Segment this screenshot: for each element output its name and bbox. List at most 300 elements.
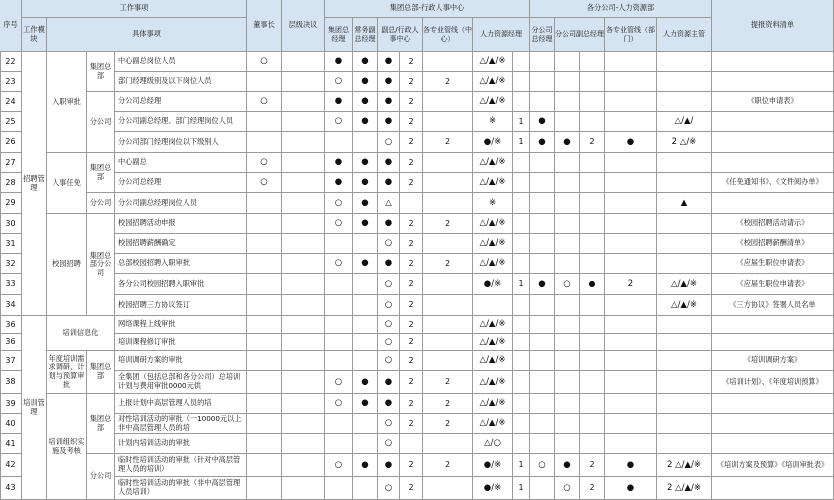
row-sub-gm [530, 153, 555, 173]
row-hq-hr: △/▲/※ [473, 72, 513, 92]
row-hq-pro [423, 351, 473, 371]
row-sub-vp [555, 52, 580, 72]
row-sub-vp-days [580, 254, 605, 274]
row-board [282, 371, 325, 394]
row-hq-gm [325, 295, 353, 316]
row-sub-pro: 2 [605, 274, 657, 295]
row-no: 32 [0, 254, 22, 274]
row-hq-gm [325, 351, 353, 371]
row-hq-hr: △/▲/※ [473, 254, 513, 274]
row-item: 总部校园招聘入职审批 [115, 254, 247, 274]
row-docs [712, 52, 834, 72]
row-board [282, 334, 325, 351]
row-sub-vp [555, 214, 580, 234]
row-no: 36 [0, 334, 22, 351]
row-sub-pro: ● [605, 477, 657, 500]
row-chair [247, 316, 282, 334]
row-board [282, 351, 325, 371]
row-sub-vp: ● [555, 132, 580, 153]
row-board [282, 173, 325, 193]
row-sub-hr-mgr: △/▲/※ [657, 295, 712, 316]
row-item: 培训调研方案的审批 [115, 351, 247, 371]
row-hq-hr: △/▲/※ [473, 234, 513, 254]
row-docs: 《培训计划》、《年度培训预算》 [712, 371, 834, 394]
header-hq-hr: 人力资源经理 [473, 18, 530, 52]
row-sub-gm [530, 72, 555, 92]
row-hq-hr: ※ [473, 112, 513, 132]
row-sub-hr-mgr [657, 52, 712, 72]
row-hq-pro [423, 234, 473, 254]
row-hq-hr-days [513, 351, 530, 371]
row-sub-gm [530, 52, 555, 72]
row-hq-vp: ● [353, 214, 378, 234]
row-sub-gm [530, 334, 555, 351]
row-sub-gm [530, 92, 555, 112]
row-sub-gm [530, 214, 555, 234]
row-hq-vp: ● [353, 153, 378, 173]
row-sub-pro [605, 254, 657, 274]
row-hq-vp [353, 132, 378, 153]
row-hq-dept: ○ [378, 351, 400, 371]
row-hq-dept-days: 2 [400, 414, 423, 434]
row-sub-gm [530, 254, 555, 274]
row-hq-hr-days [513, 92, 530, 112]
header-hq-dept: 副总/行政人事中心 [378, 18, 423, 52]
row-hq-hr: ●/※ [473, 477, 513, 500]
row-no: 22 [0, 52, 22, 72]
row-docs: 《职位申请表》 [712, 92, 834, 112]
row-sub-gm [530, 351, 555, 371]
row-hq-dept: ● [378, 153, 400, 173]
row-hq-vp: ● [353, 394, 378, 414]
header-hq-pro: 各专业管线（中心） [423, 18, 473, 52]
row-hq-hr-days [513, 434, 530, 454]
row-sub-vp-days [580, 193, 605, 214]
row-hq-dept: ● [378, 173, 400, 193]
group-onb-sub: 分公司 [87, 92, 115, 153]
row-sub-hr-mgr [657, 316, 712, 334]
row-sub-hr-mgr [657, 214, 712, 234]
row-no: 23 [0, 72, 22, 92]
row-hq-vp: ● [353, 371, 378, 394]
row-docs [712, 153, 834, 173]
row-board [282, 454, 325, 477]
row-hq-pro: 2 [423, 394, 473, 414]
header-hq-vp: 常务副总经理 [353, 18, 378, 52]
row-item: 分公司总经理 [115, 173, 247, 193]
row-hq-dept: ○ [378, 295, 400, 316]
row-hq-hr-days [513, 334, 530, 351]
row-no: 38 [0, 371, 22, 394]
row-no: 31 [0, 234, 22, 254]
row-hq-hr [473, 295, 513, 316]
row-hq-hr-days [513, 214, 530, 234]
row-chair [247, 214, 282, 234]
row-item: 部门经理级别及以下岗位人员 [115, 72, 247, 92]
header-sub-pro: 各专业管线（部门） [605, 18, 657, 52]
row-board [282, 132, 325, 153]
group-training-exec: 培训组织实施及考核 [47, 394, 87, 500]
row-sub-vp [555, 254, 580, 274]
row-hq-dept-days: 2 [400, 334, 423, 351]
row-docs: 《应届生职位申请表》 [712, 274, 834, 295]
group-training-mgmt: 培训管理 [22, 316, 47, 500]
row-hq-hr-days: 1 [513, 477, 530, 500]
row-hq-dept: ○ [378, 334, 400, 351]
group-onb-hq: 集团总部 [87, 52, 115, 92]
row-hq-dept: ● [378, 52, 400, 72]
row-hq-dept: ○ [378, 274, 400, 295]
row-sub-vp-days [580, 214, 605, 234]
row-hq-gm: ○ [325, 454, 353, 477]
row-hq-vp [353, 414, 378, 434]
row-hq-hr: ●/※ [473, 274, 513, 295]
group-appoint: 人事任免 [47, 153, 87, 214]
row-hq-hr-days [513, 394, 530, 414]
row-no: 24 [0, 92, 22, 112]
row-hq-dept: ● [378, 92, 400, 112]
row-sub-vp-days [580, 351, 605, 371]
row-hq-hr: △/▲/※ [473, 92, 513, 112]
row-hq-gm: ● [325, 52, 353, 72]
row-sub-gm: ● [530, 112, 555, 132]
row-no: 40 [0, 414, 22, 434]
row-hq-vp: ● [353, 72, 378, 92]
row-hq-hr-days [513, 371, 530, 394]
row-sub-vp-days [580, 153, 605, 173]
row-hq-dept-days: 2 [400, 477, 423, 500]
row-sub-gm [530, 477, 555, 500]
row-sub-hr-mgr [657, 394, 712, 414]
group-recruit-mgmt: 招聘管理 [22, 52, 47, 316]
row-hq-dept: ○ [378, 132, 400, 153]
row-no: 37 [0, 351, 22, 371]
row-hq-vp [353, 316, 378, 334]
row-board [282, 434, 325, 454]
row-sub-vp-days [580, 334, 605, 351]
row-hq-dept: ○ [378, 234, 400, 254]
row-board [282, 394, 325, 414]
row-hq-hr-days [513, 234, 530, 254]
row-sub-vp-days [580, 316, 605, 334]
row-item: 上报计划中高层管理人员的培 [115, 394, 247, 414]
row-chair: ○ [247, 92, 282, 112]
row-hq-pro [423, 334, 473, 351]
row-hq-pro: 2 [423, 454, 473, 477]
row-sub-gm [530, 193, 555, 214]
header-category: 工作模块 [22, 18, 47, 52]
row-docs [712, 394, 834, 414]
row-sub-vp: ○ [555, 274, 580, 295]
row-sub-vp-days [580, 434, 605, 454]
row-sub-vp-days [580, 234, 605, 254]
row-sub-gm: ○ [530, 454, 555, 477]
row-sub-vp [555, 173, 580, 193]
row-item: 分公司副总经理、部门经理岗位人员 [115, 112, 247, 132]
row-docs [712, 193, 834, 214]
row-sub-hr-mgr [657, 153, 712, 173]
group-plan-hq: 集团总部 [87, 351, 115, 394]
row-docs: 《应届生职位申请表》 [712, 254, 834, 274]
row-docs: 《培训方案及预算》《培训审批表》 [712, 454, 834, 477]
row-hq-vp: ● [353, 92, 378, 112]
row-hq-vp [353, 434, 378, 454]
group-exec-hq: 集团总部 [87, 394, 115, 454]
row-hq-pro [423, 153, 473, 173]
row-sub-pro [605, 72, 657, 92]
row-sub-gm [530, 434, 555, 454]
row-no: 42 [0, 454, 22, 477]
header-sub-vp: 分公司副总经理 [555, 18, 605, 52]
row-hq-hr-days [513, 72, 530, 92]
row-hq-dept: ○ [378, 434, 400, 454]
row-hq-pro [423, 92, 473, 112]
row-hq-vp [353, 477, 378, 500]
row-hq-gm [325, 316, 353, 334]
row-item: 中心副总岗位人员 [115, 52, 247, 72]
row-no: 33 [0, 274, 22, 295]
row-hq-vp [353, 234, 378, 254]
row-sub-vp [555, 414, 580, 434]
row-sub-vp-days [580, 173, 605, 193]
row-hq-dept-days: 2 [400, 454, 423, 477]
row-sub-vp: ○ [555, 477, 580, 500]
row-hq-vp: ● [353, 454, 378, 477]
row-hq-hr: △/▲/※ [473, 316, 513, 334]
header-sub-gm: 分公司总经理 [530, 18, 555, 52]
row-chair [247, 112, 282, 132]
row-item: 校园招聘活动申报 [115, 214, 247, 234]
row-hq-dept-days: 2 [400, 153, 423, 173]
row-no: 27 [0, 153, 22, 173]
row-sub-gm [530, 394, 555, 414]
row-sub-pro [605, 153, 657, 173]
row-item: 临时性培训活动的审批（非中高层管理人员培训） [115, 477, 247, 500]
row-hq-dept-days: 2 [400, 254, 423, 274]
row-hq-gm: ○ [325, 371, 353, 394]
row-sub-pro [605, 394, 657, 414]
row-board [282, 112, 325, 132]
row-hq-hr-days: 1 [513, 112, 530, 132]
row-board [282, 214, 325, 234]
row-hq-pro [423, 112, 473, 132]
row-item: 各分公司校园招聘入职审批 [115, 274, 247, 295]
row-no: 29 [0, 193, 22, 214]
row-hq-hr: △/▲/※ [473, 52, 513, 72]
row-sub-vp [555, 112, 580, 132]
row-sub-vp [555, 72, 580, 92]
row-hq-dept: ● [378, 454, 400, 477]
row-hq-dept: △ [378, 193, 400, 214]
row-sub-vp [555, 92, 580, 112]
row-sub-vp [555, 351, 580, 371]
row-hq-hr: △/▲/※ [473, 371, 513, 394]
row-chair [247, 72, 282, 92]
row-chair [247, 351, 282, 371]
row-hq-hr: △/▲/※ [473, 394, 513, 414]
header-board: 层级决议 [282, 0, 325, 52]
row-hq-gm [325, 477, 353, 500]
row-board [282, 153, 325, 173]
row-hq-hr-days [513, 316, 530, 334]
row-sub-hr-mgr [657, 371, 712, 394]
header-work-items: 工作事项 [22, 0, 247, 18]
row-hq-dept-days: 2 [400, 132, 423, 153]
row-hq-hr-days [513, 173, 530, 193]
row-hq-hr: △/▲/※ [473, 214, 513, 234]
group-campus: 校园招聘 [47, 214, 87, 316]
row-docs [712, 112, 834, 132]
row-docs: 《三方协议》签署人员名单 [712, 295, 834, 316]
row-item: 计划内培训活动的审批 [115, 434, 247, 454]
header-docs: 提报资料清单 [712, 0, 834, 52]
row-hq-hr-days [513, 193, 530, 214]
row-chair [247, 254, 282, 274]
row-hq-pro [423, 477, 473, 500]
group-app-sub: 分公司 [87, 193, 115, 214]
row-hq-gm: ○ [325, 214, 353, 234]
row-sub-vp-days: ● [580, 274, 605, 295]
row-sub-vp-days [580, 92, 605, 112]
row-sub-pro [605, 351, 657, 371]
row-hq-gm: ○ [325, 193, 353, 214]
row-docs [712, 477, 834, 500]
row-sub-hr-mgr [657, 434, 712, 454]
row-docs [712, 132, 834, 153]
row-no: 39 [0, 394, 22, 414]
row-sub-gm [530, 295, 555, 316]
row-hq-dept-days: 2 [400, 234, 423, 254]
row-hq-dept-days: 2 [400, 295, 423, 316]
row-sub-vp-days [580, 295, 605, 316]
row-hq-dept-days [400, 434, 423, 454]
row-sub-vp [555, 371, 580, 394]
row-sub-gm [530, 173, 555, 193]
row-sub-pro [605, 193, 657, 214]
row-hq-hr-days [513, 414, 530, 434]
row-board [282, 414, 325, 434]
row-sub-vp [555, 316, 580, 334]
group-training-info: 培训信息化 [47, 316, 115, 351]
row-docs [712, 72, 834, 92]
row-sub-hr-mgr [657, 351, 712, 371]
row-hq-gm [325, 334, 353, 351]
row-hq-hr: △/○ [473, 434, 513, 454]
row-docs [712, 316, 834, 334]
row-board [282, 477, 325, 500]
row-board [282, 52, 325, 72]
header-seq: 序号 [0, 0, 22, 52]
row-hq-gm: ○ [325, 394, 353, 414]
row-hq-dept: ● [378, 254, 400, 274]
row-hq-gm: ○ [325, 72, 353, 92]
row-hq-dept: ● [378, 72, 400, 92]
row-docs [712, 434, 834, 454]
row-no: 26 [0, 132, 22, 153]
row-sub-hr-mgr: 2 △/▲/※ [657, 454, 712, 477]
row-no: 25 [0, 112, 22, 132]
row-hq-vp [353, 274, 378, 295]
row-no: 28 [0, 173, 22, 193]
row-hq-hr-days [513, 153, 530, 173]
header-hq-gm: 集团总经理 [325, 18, 353, 52]
row-sub-vp-days [580, 414, 605, 434]
row-docs: 《任免通知书》、《文件阅办单》 [712, 173, 834, 193]
row-sub-pro [605, 434, 657, 454]
row-hq-dept-days: 2 [400, 371, 423, 394]
row-sub-hr-mgr: 2 △/▲/※ [657, 477, 712, 500]
row-hq-hr-days [513, 52, 530, 72]
row-sub-hr-mgr: △/▲/ [657, 112, 712, 132]
row-hq-pro [423, 52, 473, 72]
row-sub-vp-days [580, 112, 605, 132]
row-board [282, 295, 325, 316]
row-sub-hr-mgr: ▲ [657, 193, 712, 214]
row-hq-pro: 2 [423, 214, 473, 234]
row-item: 校园招聘薪酬确定 [115, 234, 247, 254]
row-sub-pro [605, 334, 657, 351]
row-sub-gm [530, 414, 555, 434]
row-sub-gm [530, 371, 555, 394]
row-item: 分公司部门经理岗位以下级别人 [115, 132, 247, 153]
row-hq-vp [353, 295, 378, 316]
row-sub-pro [605, 214, 657, 234]
row-sub-vp [555, 234, 580, 254]
row-hq-pro: 2 [423, 414, 473, 434]
row-chair [247, 454, 282, 477]
row-sub-vp [555, 193, 580, 214]
row-board [282, 193, 325, 214]
row-chair [247, 434, 282, 454]
row-sub-vp [555, 394, 580, 414]
row-board [282, 234, 325, 254]
row-chair [247, 274, 282, 295]
row-sub-pro [605, 234, 657, 254]
row-sub-pro [605, 316, 657, 334]
row-hq-dept-days: 2 [400, 52, 423, 72]
group-campus-org: 集团总部分公司 [87, 214, 115, 316]
row-hq-hr: △/▲/※ [473, 414, 513, 434]
row-sub-vp [555, 334, 580, 351]
row-hq-hr: △/▲/※ [473, 334, 513, 351]
row-sub-gm: ● [530, 132, 555, 153]
row-sub-hr-mgr [657, 234, 712, 254]
row-hq-hr: ●/※ [473, 454, 513, 477]
row-chair [247, 371, 282, 394]
row-sub-pro [605, 295, 657, 316]
row-hq-vp: ● [353, 254, 378, 274]
row-sub-vp-days [580, 371, 605, 394]
header-detail: 具体事项 [47, 18, 247, 52]
row-item: 临时性培训活动的审批（针对中高层管理人员的培训） [115, 454, 247, 477]
row-no: 41 [0, 434, 22, 454]
row-sub-hr-mgr [657, 254, 712, 274]
row-item: 全集团（包括总部和各分公司）总培训计划与费用审批0000元供 [115, 371, 247, 394]
row-hq-dept-days: 2 [400, 351, 423, 371]
row-hq-dept-days: 2 [400, 72, 423, 92]
row-hq-pro: 2 [423, 254, 473, 274]
row-sub-pro [605, 112, 657, 132]
row-sub-vp-days [580, 52, 605, 72]
row-chair [247, 394, 282, 414]
row-chair [247, 414, 282, 434]
row-hq-hr: △/▲/※ [473, 153, 513, 173]
row-board [282, 72, 325, 92]
row-hq-vp: ● [353, 52, 378, 72]
row-hq-vp [353, 351, 378, 371]
row-sub-hr-mgr [657, 414, 712, 434]
row-board [282, 92, 325, 112]
